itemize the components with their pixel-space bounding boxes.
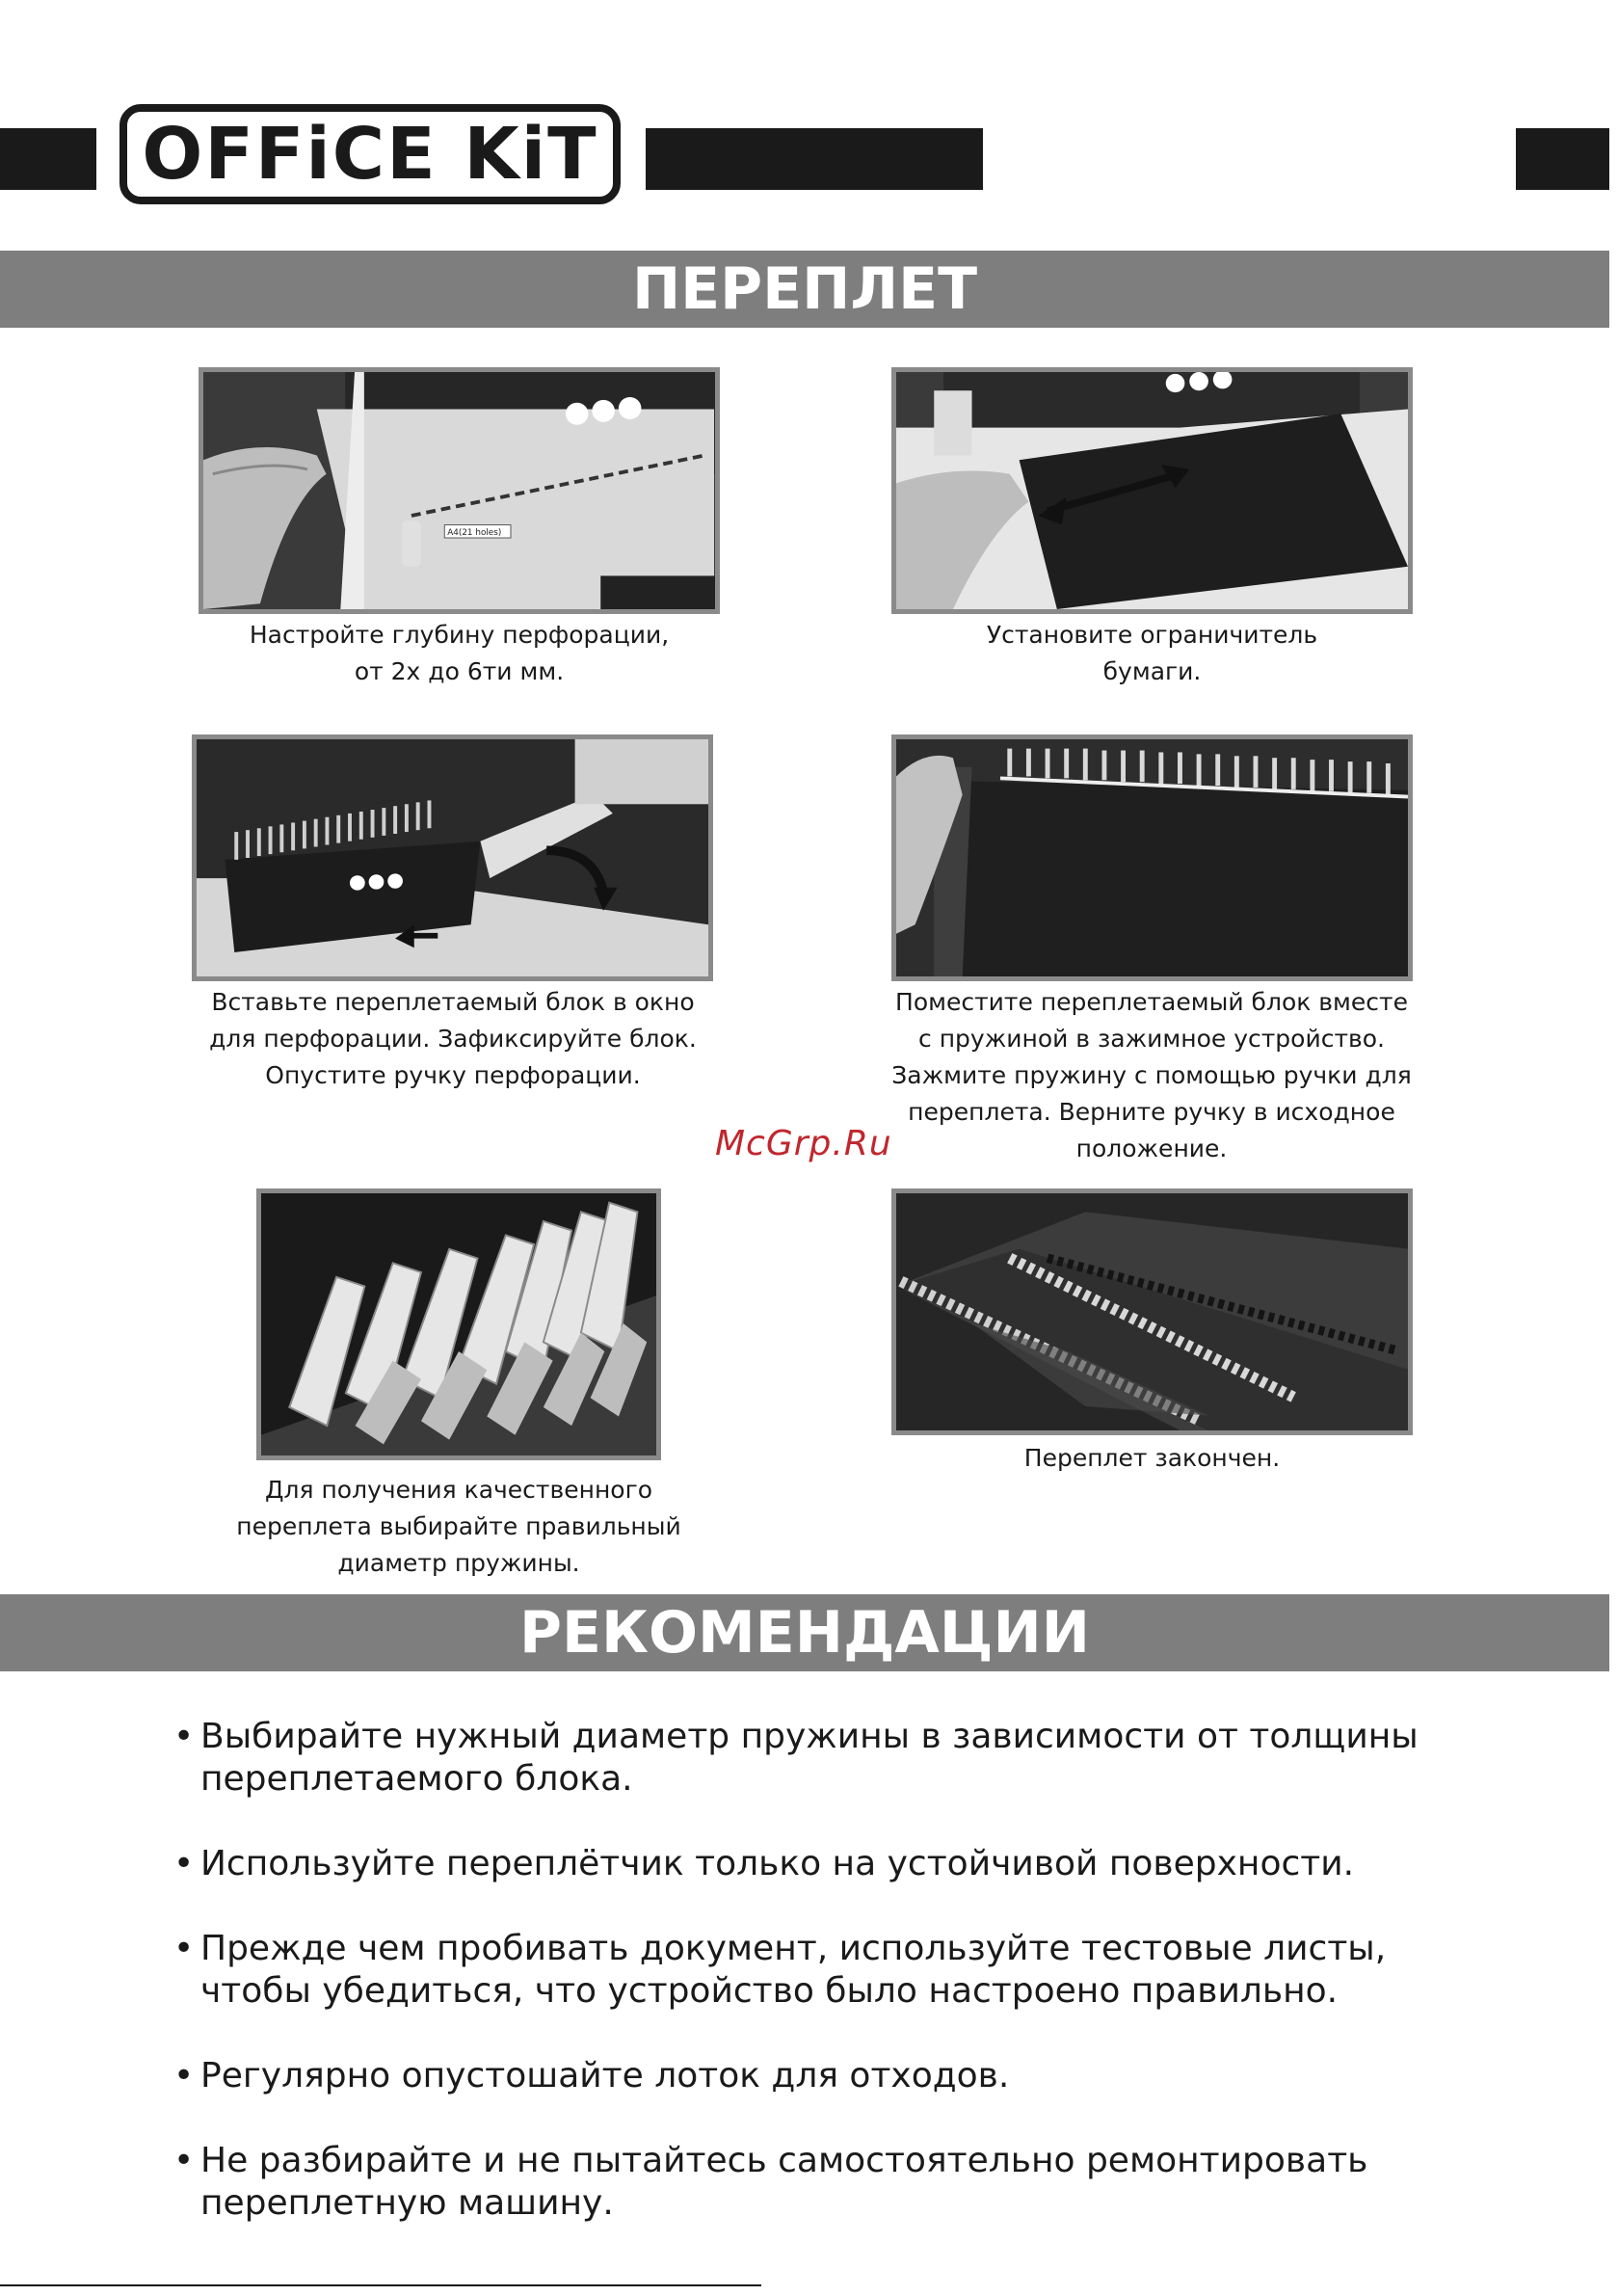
step-1-caption: Настройте глубину перфорации, от 2х до 6ти мм. xyxy=(249,621,670,685)
recommendation-item xyxy=(173,1928,1523,2013)
machine-label: A4(21 holes) xyxy=(447,528,502,539)
recommendation-text: Прежде чем пробивать документ, используйте тестовые листы, чтобы убедиться, что устройство было настроено правильно. xyxy=(200,1929,1387,2011)
bullet: • xyxy=(173,1717,195,1756)
header-bar-left xyxy=(0,128,96,190)
section-title-recommendations: РЕКОМЕНДАЦИИ xyxy=(0,1594,1609,1671)
bullet: • xyxy=(173,2141,195,2180)
step-4-photo xyxy=(891,734,1413,981)
recommendation-text: Используйте переплётчик только на устойчивой поверхности. xyxy=(200,1844,1355,1883)
watermark: McGrp.Ru xyxy=(715,1124,892,1163)
bullet: • xyxy=(173,1929,195,1968)
recommendation-item xyxy=(173,1716,1523,1801)
recommendation-text: Не разбирайте и не пытайтесь самостоятельно ремонтировать переплетную машину. xyxy=(200,2141,1368,2223)
step-3-photo xyxy=(192,734,713,981)
office-kit-logo: OFFiCE KiT xyxy=(119,104,621,204)
bullet: • xyxy=(173,1844,195,1883)
recommendation-item xyxy=(173,2140,1523,2225)
step-6-caption: Переплет закончен. xyxy=(1023,1444,1281,1472)
recommendations-list xyxy=(173,1716,1523,2267)
recommendation-item xyxy=(173,1843,1523,1885)
step-2-caption: Установите ограничитель бумаги. xyxy=(986,621,1318,685)
footer-divider xyxy=(0,2284,761,2286)
step-2-photo xyxy=(891,367,1413,614)
step-1-photo xyxy=(199,367,720,614)
section-title-binding: ПЕРЕПЛЕТ xyxy=(0,251,1609,328)
header-bar-center xyxy=(646,128,983,190)
step-5-photo xyxy=(256,1188,661,1460)
recommendation-item xyxy=(173,2055,1523,2097)
step-3-caption: Вставьте переплетаемый блок в окно для перфорации. Зафиксируйте блок. Опустите ручку перфорации. xyxy=(209,988,697,1089)
step-6-photo xyxy=(891,1188,1413,1435)
step-5-caption: Для получения качественного переплета выбирайте правильный диаметр пружины. xyxy=(236,1476,681,1577)
recommendation-text: Регулярно опустошайте лоток для отходов. xyxy=(200,2056,1010,2096)
step-4-caption: Поместите переплетаемый блок вместе с пружиной в зажимное устройство. Зажмите пружину с помощью ручки для переплета. Верните ручку в исходное положение. xyxy=(891,988,1412,1162)
header-bar-right xyxy=(1516,128,1609,190)
recommendation-text: Выбирайте нужный диаметр пружины в зависимости от толщины переплетаемого блока. xyxy=(200,1717,1419,1799)
bullet: • xyxy=(173,2056,195,2096)
